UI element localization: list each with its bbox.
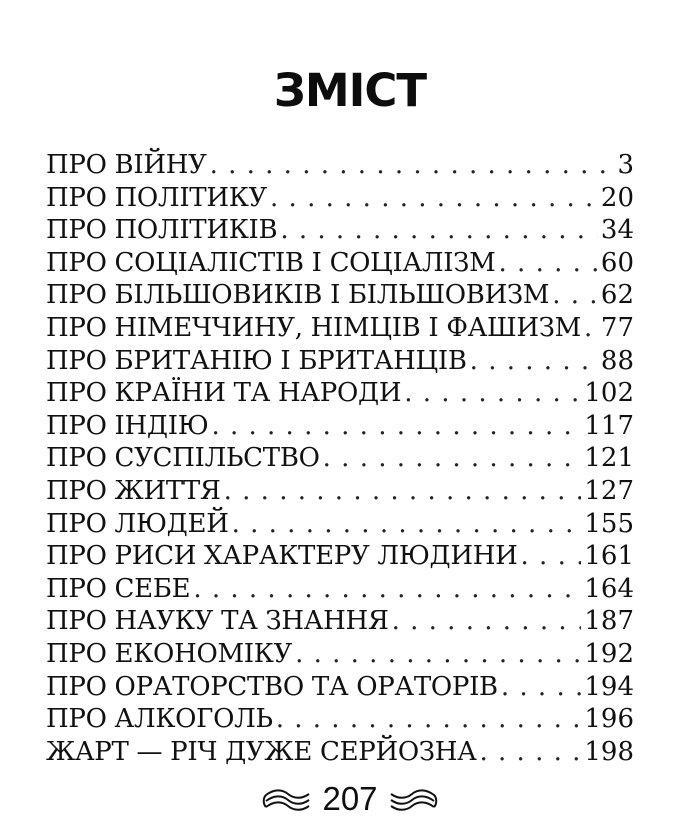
toc-entry-title: ПРО НАУКУ ТА ЗНАННЯ <box>46 606 389 637</box>
toc-entry-title: ПРО ІНДІЮ <box>46 410 209 441</box>
toc-entry-page: 102 <box>584 378 634 409</box>
toc-entry-page: 198 <box>584 736 634 767</box>
toc-entry-page: 161 <box>584 541 634 572</box>
toc-entry-title: ПРО БІЛЬШОВИКІВ І БІЛЬШОВИЗМ <box>46 280 550 311</box>
toc-entry-page: 155 <box>584 508 634 539</box>
toc-entry-page: 187 <box>584 606 634 637</box>
toc-dot-leader <box>584 312 598 345</box>
toc-entry-title: ПРО БРИТАНІЮ І БРИТАНЦІВ <box>46 345 467 376</box>
toc-entry-title: ЖАРТ — РІЧ ДУЖЕ СЕРЙОЗНА <box>46 736 477 767</box>
toc-entry <box>46 703 634 736</box>
toc-entry <box>46 736 634 769</box>
toc-dot-leader <box>232 508 582 541</box>
toc-dot-leader <box>224 475 582 508</box>
toc-entry <box>46 279 634 312</box>
toc-entry-page: 88 <box>600 345 634 376</box>
page-number: 207 <box>322 780 378 817</box>
toc-entry-title: ПРО СОЦІАЛІСТІВ І СОЦІАЛІЗМ <box>46 247 496 278</box>
toc-entry-title: ПРО ЕКОНОМІКУ <box>46 638 293 669</box>
toc-entry <box>46 247 634 280</box>
toc-dot-leader <box>193 573 581 606</box>
page-footer <box>0 780 700 818</box>
toc-entry <box>46 149 634 182</box>
toc-entry-page: 192 <box>584 638 634 669</box>
toc-entry <box>46 312 634 345</box>
swirl-ornament-left-icon <box>262 786 312 812</box>
toc-entry-title: ПРО ЖИТТЯ <box>46 475 221 506</box>
toc-entry <box>46 475 634 508</box>
toc-entry-page: 164 <box>584 573 634 604</box>
toc-entry <box>46 182 634 215</box>
toc-entry <box>46 410 634 443</box>
toc-dot-leader <box>295 638 581 671</box>
toc-entry-page: 20 <box>600 182 634 213</box>
toc-entry-page: 62 <box>600 280 634 311</box>
toc-entry-page: 121 <box>584 443 634 474</box>
toc-dot-leader <box>552 279 598 312</box>
swirl-ornament-right-icon <box>388 786 438 812</box>
toc-entry-title: ПРО ПОЛІТИКУ <box>46 182 268 213</box>
toc-entry-title: ПРО ПОЛІТИКІВ <box>46 215 278 246</box>
page-title: ЗМІСТ <box>273 64 427 117</box>
toc-entry-page: 3 <box>617 150 634 180</box>
toc-entry-title: ПРО КРАЇНИ ТА НАРОДИ <box>46 378 402 409</box>
toc-entry-title: ПРО ОРАТОРСТВО ТА ОРАТОРІВ <box>46 671 498 702</box>
toc-dot-leader <box>404 377 581 410</box>
toc-entry-page: 60 <box>600 247 634 278</box>
toc-entry-title: ПРО РИСИ ХАРАКТЕРУ ЛЮДИНИ <box>46 541 518 572</box>
toc-dot-leader <box>211 410 581 443</box>
toc-entry <box>46 345 634 378</box>
toc-entry <box>46 573 634 606</box>
toc-entry-title: ПРО СЕБЕ <box>46 573 191 604</box>
toc-entry <box>46 508 634 541</box>
toc-entry-page: 194 <box>584 671 634 702</box>
toc-dot-leader <box>210 149 615 182</box>
toc-dot-leader <box>501 671 582 704</box>
toc-dot-leader <box>521 540 582 573</box>
toc-dot-leader <box>323 442 582 475</box>
toc-entry-page: 34 <box>600 215 634 246</box>
toc-entry <box>46 540 634 573</box>
toc-dot-leader <box>392 605 582 638</box>
toc-dot-leader <box>270 182 598 215</box>
toc-entry <box>46 214 634 247</box>
toc-dot-leader <box>276 703 582 736</box>
toc-entry-page: 127 <box>584 475 634 506</box>
toc-entry <box>46 671 634 704</box>
toc-entry-page: 77 <box>600 312 634 343</box>
toc-dot-leader <box>499 247 598 280</box>
toc-entry <box>46 638 634 671</box>
toc-entry-title: ПРО АЛКОГОЛЬ <box>46 704 273 735</box>
toc-entry <box>46 605 634 638</box>
toc-entry <box>46 442 634 475</box>
toc-entry-title: ПРО НІМЕЧЧИНУ, НІМЦІВ І ФАШИЗМ <box>46 312 582 343</box>
toc-entry-title: ПРО ЛЮДЕЙ <box>46 508 229 539</box>
toc-entry <box>46 377 634 410</box>
toc-entry-page: 117 <box>584 410 634 441</box>
toc-entry-title: ПРО СУСПІЛЬСТВО <box>46 443 320 474</box>
toc-dot-leader <box>280 214 598 247</box>
toc-entry-page: 196 <box>584 704 634 735</box>
toc-dot-leader <box>470 345 598 378</box>
toc-entry-title: ПРО ВІЙНУ <box>46 150 207 180</box>
table-of-contents <box>46 149 634 768</box>
toc-dot-leader <box>480 736 582 769</box>
